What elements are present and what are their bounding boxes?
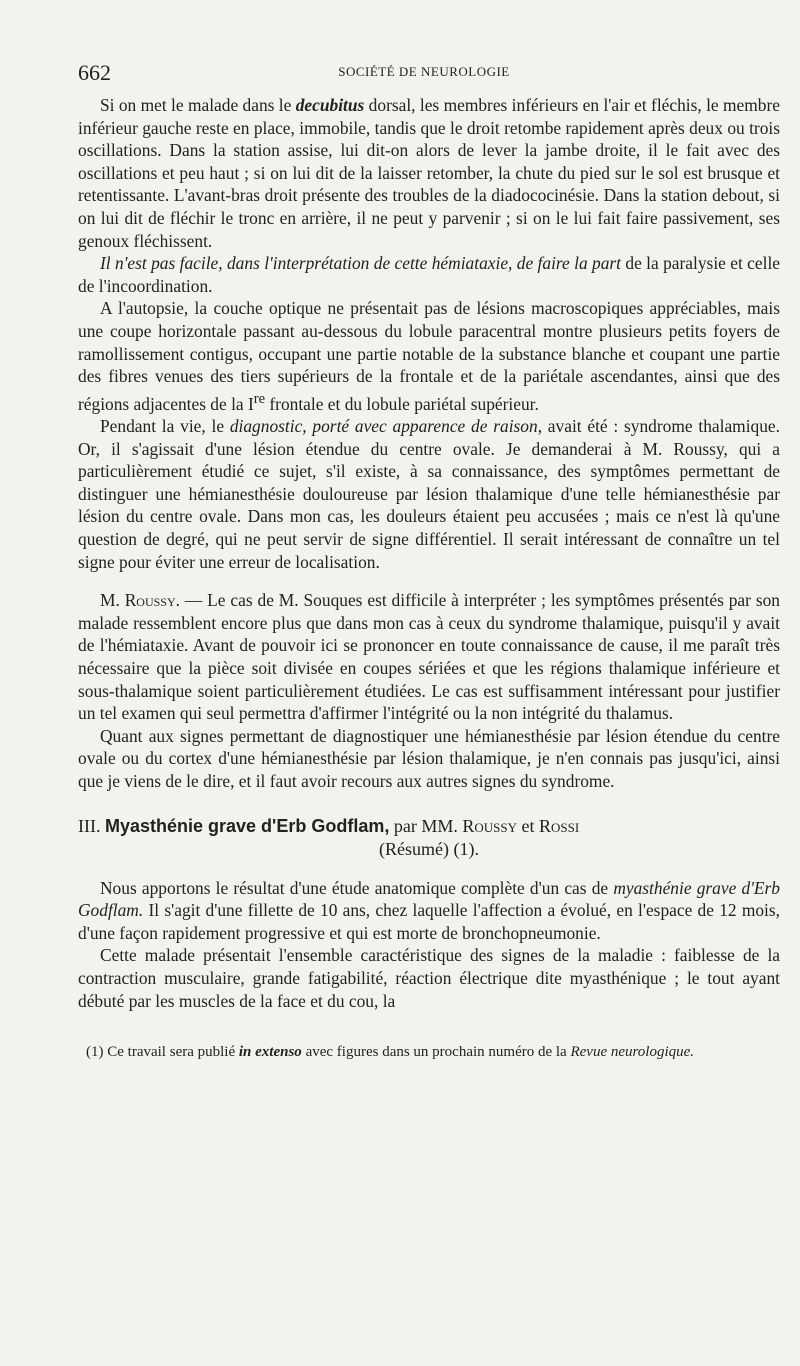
text: frontale et du lobule pariétal supérieur. [265,393,539,414]
italic-phrase: in extenso [238,1044,302,1061]
page-number: 662 [78,60,111,85]
text: — Le cas de M. Souques est difficile à interpréter ; les symptômes présentés par son malade ressemblent encore plus que dans mon cas à ceux du syndrome thalamique, puisqu'il y avait de l'hémiataxie. Avant de pouvoir ici se prononcer en toute connaissance de cause, il me paraît très nécessaire que la pièce soit divisée en coupes sériées et que les régions thalamique inférieure et sous-thalamique soient particulièrement étudiées. Le cas est suffisamment intéressant pour justifier un tel examen qui seul permettra d'affirmer l'intégrité ou la non intégrité du thalamus. [78,590,780,724]
author: Rossi [538,815,580,836]
text: , avait été : syndrome thalamique. Or, il s'agissait d'une lésion étendue du centre ovale. Je demanderai à M. Roussy, qui a particulièrement étudié ce sujet, s'il existe, à sa connaissance, des symptômes permettant de distinguer une hémianesthésie douloureuse par lésion thalamique d'une telle hémianesthésie par lésion du centre ovale. Dans mon cas, les douleurs étaient peu accusées ; mais ce n'est là qu'une question de degré, qui ne peut servir de signe différentiel. Il serait intéressant de connaître un tel signe pour éviter une erreur de localisation. [78,416,780,572]
paragraph [78,297,780,415]
section-title: Myasthénie grave d'Erb Godflam, [104,815,390,836]
paragraph [78,415,780,573]
italic-phrase: diagnostic, porté avec apparence de raison [229,416,538,437]
text: Ce travail sera publié [103,1044,239,1061]
paragraph [78,589,780,725]
section-number: III. [78,815,101,836]
text: A l'autopsie, la couche optique ne présentait pas de lésions macroscopiques appréciables, mais une coupe horizontale passant au-dessous du lobule paracentral montre plusieurs petits foyers de ramollissement contigus, occupant une partie notable de la substance blanche et coupant une partie des fibres venues des tiers supérieurs de la frontale et de la pariétale ascendantes, ainsi que des régions adjacentes de la [78,298,780,414]
italic-term: decubitus [295,95,365,115]
spacer [78,793,780,815]
resume-label: (Résumé) (1). [379,838,479,859]
text: et [516,815,539,836]
footnote-marker: (1) [86,1044,104,1061]
paragraph [78,252,780,297]
text: Si on met le malade dans le [100,95,296,115]
speaker: M. Roussy. [100,590,180,611]
spacer [78,573,780,589]
text: Pendant la vie, le [100,416,230,437]
journal-name: Revue neurologique. [570,1044,695,1061]
text: de la paralysie et celle de l'incoordination. [78,253,780,296]
ordinal: I [247,393,254,414]
text: Nous apportons le résultat d'une étude anatomique complète d'un cas de [100,877,614,898]
page-header [78,60,770,84]
paragraph [78,94,780,252]
running-title: SOCIÉTÉ DE NEUROLOGIE [338,64,510,79]
paragraph [78,725,780,793]
text: dorsal, les membres inférieurs en l'air et fléchis, le membre inférieur gauche reste en place, immobile, tandis que le droit retombe rapidement après deux ou trois oscillations. Dans la station assise, lui dit-on alors de lever la jambe droite, il le fait avec des oscillations et peu haut ; si on lui dit de la laisser retomber, la chute du pied sur le sol est brusque et retentissante. L'avant-bras droit présente des troubles de la diadococinésie. Dans la station debout, si on lui dit de fléchir le tronc en arrière, il ne peut y parvenir ; si on le lui fait faire passivement, ses genoux fléchissent. [78,95,780,251]
text: par MM. [389,815,463,836]
section-heading [78,815,780,861]
italic-sentence: Il n'est pas facile, dans l'interprétation de cette hémiataxie, de faire la part [100,253,622,274]
text: avec figures dans un prochain numéro de la [301,1044,571,1061]
ordinal-suffix: re [253,390,266,407]
paragraph [78,877,780,945]
italic-phrase: myasthénie grave d'Erb Godflam. [78,877,780,921]
author: Roussy [462,815,517,836]
page-body [78,94,780,1062]
footnote [78,1042,780,1062]
text: Cette malade présentait l'ensemble caractéristique des signes de la maladie : faiblesse de la contraction musculaire, grande fatigabilité, réaction électrique dite myasthénique ; le tout ayant débuté par les muscles de la face et du cou, la [78,945,780,1011]
paragraph [78,944,780,1012]
text: Quant aux signes permettant de diagnostiquer une hémianesthésie par lésion étendue du centre ovale ou du cortex d'une hémianesthésie par lésion thalamique, je n'en connais pas jusqu'ici, ainsi que je viens de le dire, et il faut avoir recours aux autres signes du syndrome. [78,725,780,792]
spacer [78,861,780,877]
text: Il s'agit d'une fillette de 10 ans, chez laquelle l'affection a évolué, en l'espace de 12 mois, d'une façon rapidement progressive et qui est morte de bronchopneumonie. [78,900,780,943]
